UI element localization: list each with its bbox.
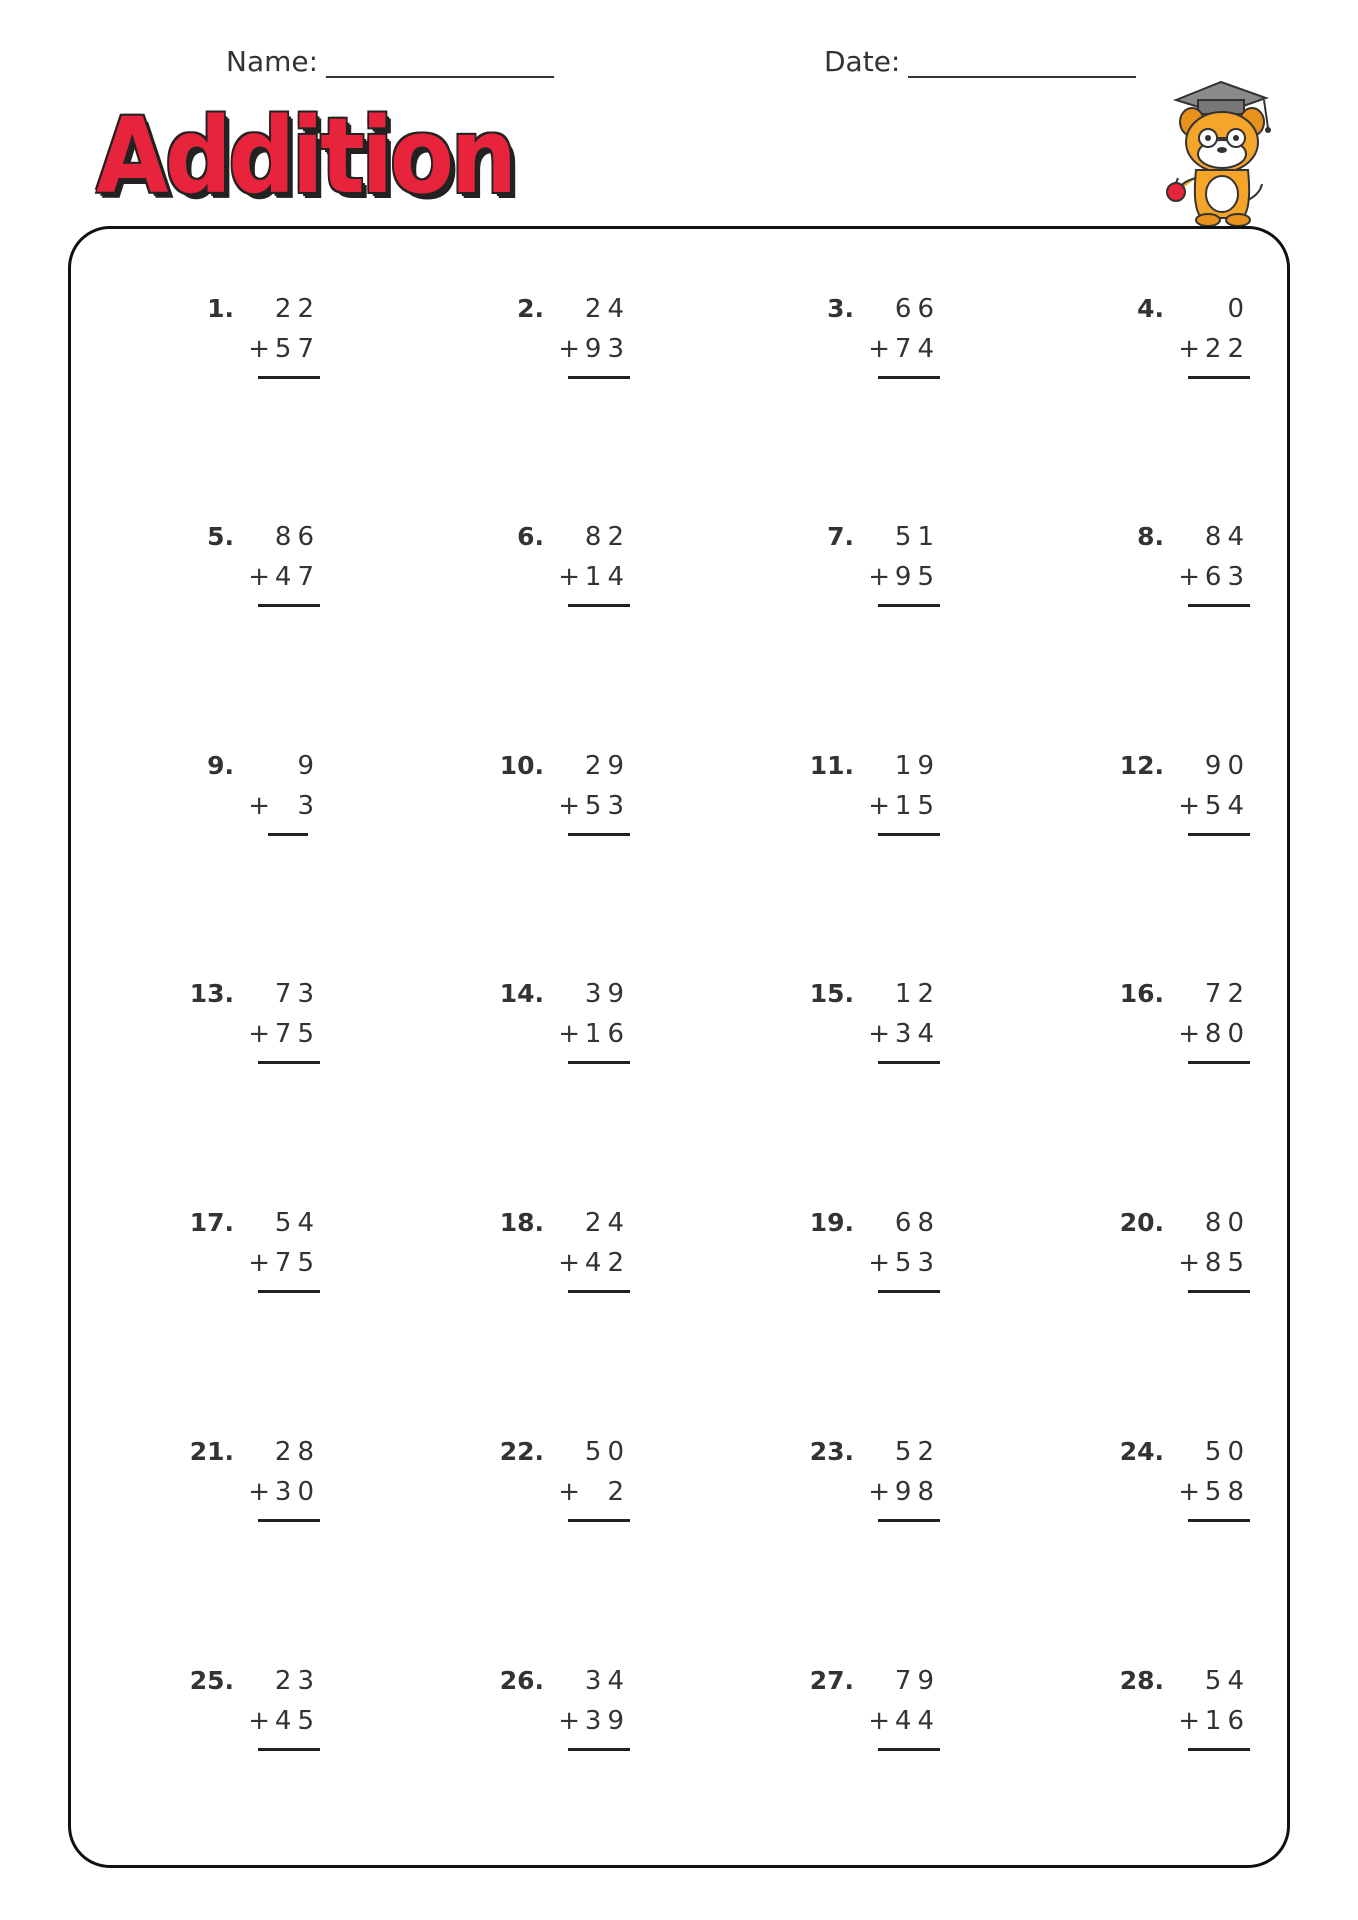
addend-top: 54 bbox=[274, 1208, 320, 1238]
problem-number: 25. bbox=[189, 1666, 234, 1695]
problem-13 bbox=[188, 979, 328, 1069]
page-title: Addition bbox=[96, 95, 514, 217]
problem-8 bbox=[1118, 522, 1258, 612]
answer-line[interactable] bbox=[258, 1290, 320, 1293]
answer-line[interactable] bbox=[568, 1061, 630, 1064]
answer-line[interactable] bbox=[1188, 1290, 1250, 1293]
addend-bottom: 34 bbox=[894, 1019, 940, 1049]
plus-sign: + bbox=[248, 562, 270, 592]
addend-bottom: 74 bbox=[894, 334, 940, 364]
answer-line[interactable] bbox=[568, 833, 630, 836]
addend-top: 12 bbox=[894, 979, 940, 1009]
answer-line[interactable] bbox=[878, 1290, 940, 1293]
problem-number: 21. bbox=[189, 1437, 234, 1466]
addend-bottom: 47 bbox=[274, 562, 320, 592]
addend-top: 50 bbox=[1204, 1437, 1250, 1467]
addend-top: 54 bbox=[1204, 1666, 1250, 1696]
addend-bottom: 15 bbox=[894, 791, 940, 821]
problem-number: 6. bbox=[517, 522, 544, 551]
addend-top: 24 bbox=[584, 1208, 630, 1238]
problem-number: 17. bbox=[189, 1208, 234, 1237]
problem-7 bbox=[808, 522, 948, 612]
addend-top: 82 bbox=[584, 522, 630, 552]
addend-top: 0 bbox=[1227, 294, 1250, 324]
name-label: Name: bbox=[226, 45, 319, 78]
problem-number: 7. bbox=[827, 522, 854, 551]
problem-19 bbox=[808, 1208, 948, 1298]
problem-number: 13. bbox=[189, 979, 234, 1008]
addend-bottom: 85 bbox=[1204, 1248, 1250, 1278]
answer-line[interactable] bbox=[258, 1061, 320, 1064]
addend-bottom: 2 bbox=[607, 1477, 630, 1507]
addend-top: 52 bbox=[894, 1437, 940, 1467]
addend-bottom: 14 bbox=[584, 562, 630, 592]
plus-sign: + bbox=[558, 562, 580, 592]
plus-sign: + bbox=[248, 1477, 270, 1507]
addend-bottom: 53 bbox=[894, 1248, 940, 1278]
problem-17 bbox=[188, 1208, 328, 1298]
plus-sign: + bbox=[558, 1706, 580, 1736]
addend-bottom: 93 bbox=[584, 334, 630, 364]
addend-top: 39 bbox=[584, 979, 630, 1009]
problem-number: 4. bbox=[1137, 294, 1164, 323]
addend-bottom: 75 bbox=[274, 1248, 320, 1278]
problem-number: 24. bbox=[1119, 1437, 1164, 1466]
problem-3 bbox=[808, 294, 948, 384]
problem-number: 22. bbox=[499, 1437, 544, 1466]
addend-top: 23 bbox=[274, 1666, 320, 1696]
answer-line[interactable] bbox=[1188, 1061, 1250, 1064]
plus-sign: + bbox=[248, 1706, 270, 1736]
problem-6 bbox=[498, 522, 638, 612]
name-input-line[interactable] bbox=[326, 42, 554, 78]
plus-sign: + bbox=[248, 1019, 270, 1049]
answer-line[interactable] bbox=[568, 1519, 630, 1522]
addend-top: 22 bbox=[274, 294, 320, 324]
addend-bottom: 80 bbox=[1204, 1019, 1250, 1049]
problem-18 bbox=[498, 1208, 638, 1298]
problem-26 bbox=[498, 1666, 638, 1756]
problem-4 bbox=[1118, 294, 1258, 384]
problems-grid bbox=[68, 226, 1290, 1868]
answer-line[interactable] bbox=[878, 1748, 940, 1751]
dog-graduate-icon bbox=[1156, 60, 1286, 230]
answer-line[interactable] bbox=[568, 604, 630, 607]
addend-bottom: 98 bbox=[894, 1477, 940, 1507]
addend-bottom: 57 bbox=[274, 334, 320, 364]
answer-line[interactable] bbox=[1188, 833, 1250, 836]
problem-28 bbox=[1118, 1666, 1258, 1756]
problem-number: 16. bbox=[1119, 979, 1164, 1008]
answer-line[interactable] bbox=[568, 1290, 630, 1293]
plus-sign: + bbox=[1178, 1706, 1200, 1736]
problem-number: 26. bbox=[499, 1666, 544, 1695]
addend-top: 79 bbox=[894, 1666, 940, 1696]
problem-number: 8. bbox=[1137, 522, 1164, 551]
plus-sign: + bbox=[868, 562, 890, 592]
addend-top: 29 bbox=[584, 751, 630, 781]
problem-number: 20. bbox=[1119, 1208, 1164, 1237]
answer-line[interactable] bbox=[1188, 1519, 1250, 1522]
problem-number: 2. bbox=[517, 294, 544, 323]
answer-line[interactable] bbox=[878, 604, 940, 607]
addend-bottom: 42 bbox=[584, 1248, 630, 1278]
problem-number: 10. bbox=[499, 751, 544, 780]
date-label: Date: bbox=[824, 45, 901, 78]
addend-bottom: 53 bbox=[584, 791, 630, 821]
addend-bottom: 45 bbox=[274, 1706, 320, 1736]
date-field[interactable] bbox=[824, 42, 1136, 78]
addend-bottom: 3 bbox=[297, 791, 320, 821]
answer-line[interactable] bbox=[568, 376, 630, 379]
plus-sign: + bbox=[558, 791, 580, 821]
addend-top: 34 bbox=[584, 1666, 630, 1696]
plus-sign: + bbox=[868, 791, 890, 821]
problem-number: 15. bbox=[809, 979, 854, 1008]
problem-25 bbox=[188, 1666, 328, 1756]
answer-line[interactable] bbox=[568, 1748, 630, 1751]
answer-line[interactable] bbox=[1188, 604, 1250, 607]
plus-sign: + bbox=[868, 1248, 890, 1278]
addend-top: 84 bbox=[1204, 522, 1250, 552]
plus-sign: + bbox=[558, 1248, 580, 1278]
answer-line[interactable] bbox=[1188, 1748, 1250, 1751]
answer-line[interactable] bbox=[878, 833, 940, 836]
problem-9 bbox=[188, 751, 328, 841]
addend-top: 51 bbox=[894, 522, 940, 552]
plus-sign: + bbox=[1178, 1477, 1200, 1507]
problem-15 bbox=[808, 979, 948, 1069]
problem-number: 18. bbox=[499, 1208, 544, 1237]
addend-top: 68 bbox=[894, 1208, 940, 1238]
addend-top: 90 bbox=[1204, 751, 1250, 781]
problem-number: 14. bbox=[499, 979, 544, 1008]
addend-top: 73 bbox=[274, 979, 320, 1009]
answer-line[interactable] bbox=[258, 376, 320, 379]
problem-23 bbox=[808, 1437, 948, 1527]
addend-bottom: 63 bbox=[1204, 562, 1250, 592]
problem-number: 9. bbox=[207, 751, 234, 780]
problem-number: 27. bbox=[809, 1666, 854, 1695]
problem-14 bbox=[498, 979, 638, 1069]
addend-top: 50 bbox=[584, 1437, 630, 1467]
plus-sign: + bbox=[248, 334, 270, 364]
plus-sign: + bbox=[1178, 1248, 1200, 1278]
addend-top: 72 bbox=[1204, 979, 1250, 1009]
plus-sign: + bbox=[1178, 334, 1200, 364]
date-input-line[interactable] bbox=[908, 42, 1136, 78]
addend-bottom: 75 bbox=[274, 1019, 320, 1049]
plus-sign: + bbox=[558, 334, 580, 364]
problem-10 bbox=[498, 751, 638, 841]
addend-top: 19 bbox=[894, 751, 940, 781]
problem-5 bbox=[188, 522, 328, 612]
problem-number: 3. bbox=[827, 294, 854, 323]
plus-sign: + bbox=[248, 1248, 270, 1278]
addend-bottom: 16 bbox=[584, 1019, 630, 1049]
problem-number: 11. bbox=[809, 751, 854, 780]
problem-number: 19. bbox=[809, 1208, 854, 1237]
answer-line[interactable] bbox=[878, 376, 940, 379]
addend-bottom: 58 bbox=[1204, 1477, 1250, 1507]
problem-27 bbox=[808, 1666, 948, 1756]
problem-12 bbox=[1118, 751, 1258, 841]
plus-sign: + bbox=[558, 1019, 580, 1049]
addend-bottom: 44 bbox=[894, 1706, 940, 1736]
plus-sign: + bbox=[1178, 562, 1200, 592]
addend-bottom: 30 bbox=[274, 1477, 320, 1507]
answer-line[interactable] bbox=[878, 1061, 940, 1064]
problem-11 bbox=[808, 751, 948, 841]
problem-2 bbox=[498, 294, 638, 384]
problem-number: 1. bbox=[207, 294, 234, 323]
addend-top: 24 bbox=[584, 294, 630, 324]
name-field[interactable] bbox=[226, 42, 554, 78]
addend-top: 28 bbox=[274, 1437, 320, 1467]
plus-sign: + bbox=[868, 1477, 890, 1507]
problem-number: 5. bbox=[207, 522, 234, 551]
plus-sign: + bbox=[868, 1019, 890, 1049]
plus-sign: + bbox=[868, 334, 890, 364]
problem-number: 23. bbox=[809, 1437, 854, 1466]
addend-bottom: 22 bbox=[1204, 334, 1250, 364]
problem-24 bbox=[1118, 1437, 1258, 1527]
addend-top: 86 bbox=[274, 522, 320, 552]
plus-sign: + bbox=[1178, 791, 1200, 821]
plus-sign: + bbox=[248, 791, 270, 821]
answer-line[interactable] bbox=[878, 1519, 940, 1522]
problem-20 bbox=[1118, 1208, 1258, 1298]
addend-bottom: 95 bbox=[894, 562, 940, 592]
plus-sign: + bbox=[1178, 1019, 1200, 1049]
addend-bottom: 39 bbox=[584, 1706, 630, 1736]
addend-bottom: 16 bbox=[1204, 1706, 1250, 1736]
addend-top: 66 bbox=[894, 294, 940, 324]
problem-number: 12. bbox=[1119, 751, 1164, 780]
addend-top: 80 bbox=[1204, 1208, 1250, 1238]
problem-22 bbox=[498, 1437, 638, 1527]
answer-line[interactable] bbox=[258, 604, 320, 607]
plus-sign: + bbox=[558, 1477, 580, 1507]
answer-line[interactable] bbox=[268, 833, 308, 836]
problem-1 bbox=[188, 294, 328, 384]
addend-bottom: 54 bbox=[1204, 791, 1250, 821]
answer-line[interactable] bbox=[258, 1519, 320, 1522]
plus-sign: + bbox=[868, 1706, 890, 1736]
problem-21 bbox=[188, 1437, 328, 1527]
answer-line[interactable] bbox=[258, 1748, 320, 1751]
problem-number: 28. bbox=[1119, 1666, 1164, 1695]
addend-top: 9 bbox=[297, 751, 320, 781]
problem-16 bbox=[1118, 979, 1258, 1069]
answer-line[interactable] bbox=[1188, 376, 1250, 379]
